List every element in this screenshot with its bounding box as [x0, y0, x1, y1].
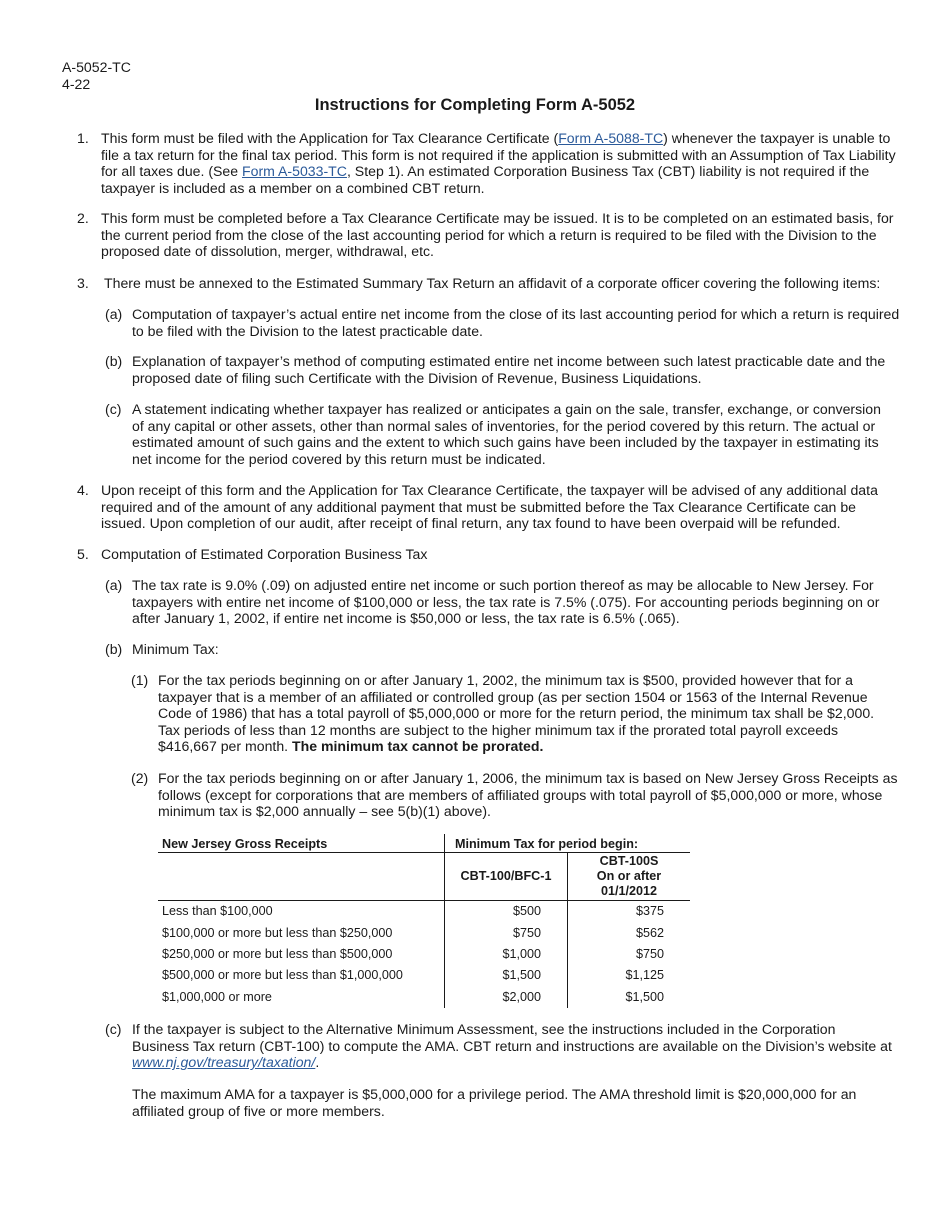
item-5b1-text — [158, 672, 898, 755]
page-title: Instructions for Completing Form A-5052 — [314, 96, 636, 114]
item-1-text — [101, 130, 901, 196]
gross-receipts-header: New Jersey Gross Receipts — [158, 834, 445, 853]
item-3c-text: A statement indicating whether taxpayer has realized or anticipates a gain on the sale, transfer, exchange, or conversion of any capital or other assets, other than normal sales of inventories, for the period covered by this return. The actual or estimated amount of such gains and the extent to which such gains have been included by the taxpayer in estimating its net income for the period covered by this return must be indicated. — [132, 401, 881, 467]
item-5-number: 5. — [77, 546, 89, 562]
cbt100s-header — [568, 853, 691, 901]
item-3c-label: (c) — [105, 401, 122, 417]
item-5c-ama-paragraph: The maximum AMA for a taxpayer is $5,000,000 for a privilege period. The AMA threshold limit is $20,000,000 for an affiliated group of five or more members. — [132, 1086, 857, 1119]
table-header-row-2 — [158, 853, 690, 901]
table-row — [158, 901, 690, 923]
item-3b-text: Explanation of taxpayer’s method of computing estimated entire net income between such latest practicable date and the proposed date of filing such Certificate with the Division of Revenue, Business Liquidations. — [132, 353, 886, 386]
cbt100s-header-line2: On or after — [596, 869, 662, 883]
minimum-tax-group-header: Minimum Tax for period begin: — [445, 834, 691, 853]
empty-header-cell — [158, 853, 445, 901]
item-3b-label: (b) — [105, 353, 123, 369]
item-3a-label: (a) — [105, 306, 123, 322]
item-5b1-bold-note: The minimum tax cannot be prorated. — [292, 738, 544, 755]
item-5b2-label: (2) — [131, 770, 149, 786]
taxation-website-link[interactable]: www.nj.gov/treasury/taxation/ — [132, 1054, 316, 1071]
item-1-text-part1: This form must be filed with the Application for Tax Clearance Certificate ( — [101, 130, 559, 146]
item-1-text-part3: , Step 1). An estimated Corporation Business Tax (CBT) liability is not required if the taxpayer is included as a member on a combined CBT return. — [101, 163, 870, 196]
range-cell: $100,000 or more but less than $250,000 — [158, 922, 445, 943]
cbt100-header: CBT-100/BFC-1 — [445, 853, 568, 901]
item-2-text: This form must be completed before a Tax Clearance Certificate may be issued. It is to be completed on an estimated basis, for the current period from the close of the last accounting period for which a return is required to be filed with the Division to the proposed date of dissolution, merger, withdrawal, etc. — [101, 210, 894, 260]
item-4-number: 4. — [77, 482, 89, 498]
table-row — [158, 987, 690, 1008]
cbt100s-cell: $750 — [635, 946, 664, 961]
item-5b-label: (b) — [105, 641, 123, 657]
table-row — [158, 944, 690, 965]
range-cell: $1,000,000 or more — [158, 987, 445, 1008]
cbt100s-cell: $1,125 — [625, 968, 664, 983]
form-revision: 4-22 — [62, 76, 91, 92]
item-5c-label: (c) — [105, 1021, 122, 1037]
item-1-number: 1. — [77, 130, 89, 146]
cbt100s-cell: $375 — [635, 904, 664, 919]
cbt100-cell: $500 — [445, 901, 568, 923]
item-5c-text-body: If the taxpayer is subject to the Alternative Minimum Assessment, see the instructions included in the Corporation Business Tax return (CBT-100) to compute the AMA. CBT return and instructions are available on the Division’s website at — [132, 1021, 892, 1054]
item-5b1-text-body: For the tax periods beginning on or after January 1, 2002, the minimum tax is $500, provided however that for a taxpayer that is a member of an affiliated or controlled group (as per section 1504 or 1563 of the Internal Revenue Code of 1986) that has a total payroll of $5,000,000 or more for the return period, the minimum tax shall be $2,000. Tax periods of less than 12 months are subject to the higher minimum tax if the prorated total payroll exceeds $416,667 per month. — [158, 672, 875, 755]
item-2-number: 2. — [77, 210, 89, 226]
range-cell: $500,000 or more but less than $1,000,000 — [158, 965, 445, 986]
cbt100-cell: $2,000 — [445, 987, 568, 1008]
cbt100-cell: $750 — [445, 922, 568, 943]
cbt100-cell: $1,000 — [445, 944, 568, 965]
cbt100-cell: $1,500 — [445, 965, 568, 986]
item-5a-text: The tax rate is 9.0% (.09) on adjusted entire net income or such portion thereof as may be allocable to New Jersey. For taxpayers with entire net income of $100,000 or less, the tax rate is 7.5% (.075). For accounting periods beginning on or after January 1, 2002, if entire net income is $50,000 or less, the tax rate is 6.5% (.065). — [132, 577, 880, 627]
item-5-text: Computation of Estimated Corporation Business Tax — [101, 546, 428, 562]
item-5c-text — [132, 1021, 892, 1071]
table-header-row-1 — [158, 834, 690, 853]
item-5c-text-end: . — [315, 1054, 320, 1071]
item-1-text-part2: ) whenever the taxpayer is unable to file a tax return for the final tax period. This form is not required if the application is submitted with an Assumption of Tax Liability for all taxes due. (See — [101, 130, 896, 180]
cbt100s-header-line1: CBT-100S — [599, 854, 659, 868]
form-id: A-5052-TC — [62, 59, 131, 75]
item-4-text: Upon receipt of this form and the Application for Tax Clearance Certificate, the taxpayer will be advised of any additional data required and of the amount of any additional payment that must be submitted before the Tax Clearance Certificate can be issued. Upon completion of our audit, after receipt of final return, any tax found to have been overpaid will be refunded. — [101, 482, 878, 532]
table-row — [158, 965, 690, 986]
cbt100s-header-line3: 01/1/2012 — [600, 884, 658, 898]
form-a-5033-tc-link[interactable]: Form A-5033-TC — [242, 163, 347, 180]
cbt100s-cell: $1,500 — [625, 989, 664, 1004]
range-cell: $250,000 or more but less than $500,000 — [158, 944, 445, 965]
item-5b-text: Minimum Tax: — [132, 641, 219, 657]
item-5b2-text: For the tax periods beginning on or after January 1, 2006, the minimum tax is based on New Jersey Gross Receipts as follows (except for corporations that are members of affiliated groups with total payroll of $5,000,000 or more, whose minimum tax is $2,000 annually – see 5(b)(1) above). — [158, 770, 898, 820]
item-5b1-label: (1) — [131, 672, 149, 688]
form-a-5088-tc-link[interactable]: Form A-5088-TC — [558, 130, 664, 146]
table-row — [158, 922, 690, 943]
range-cell: Less than $100,000 — [158, 901, 445, 923]
item-3-text: There must be annexed to the Estimated Summary Tax Return an affidavit of a corporate officer covering the following items: — [104, 275, 881, 291]
minimum-tax-table — [158, 834, 690, 1008]
item-5a-label: (a) — [105, 577, 123, 593]
item-3a-text: Computation of taxpayer’s actual entire net income from the close of its last accounting period for which a return is required to be filed with the Division to the latest practicable date. — [132, 306, 900, 339]
cbt100s-cell: $562 — [635, 925, 664, 940]
item-3-number: 3. — [77, 275, 89, 291]
